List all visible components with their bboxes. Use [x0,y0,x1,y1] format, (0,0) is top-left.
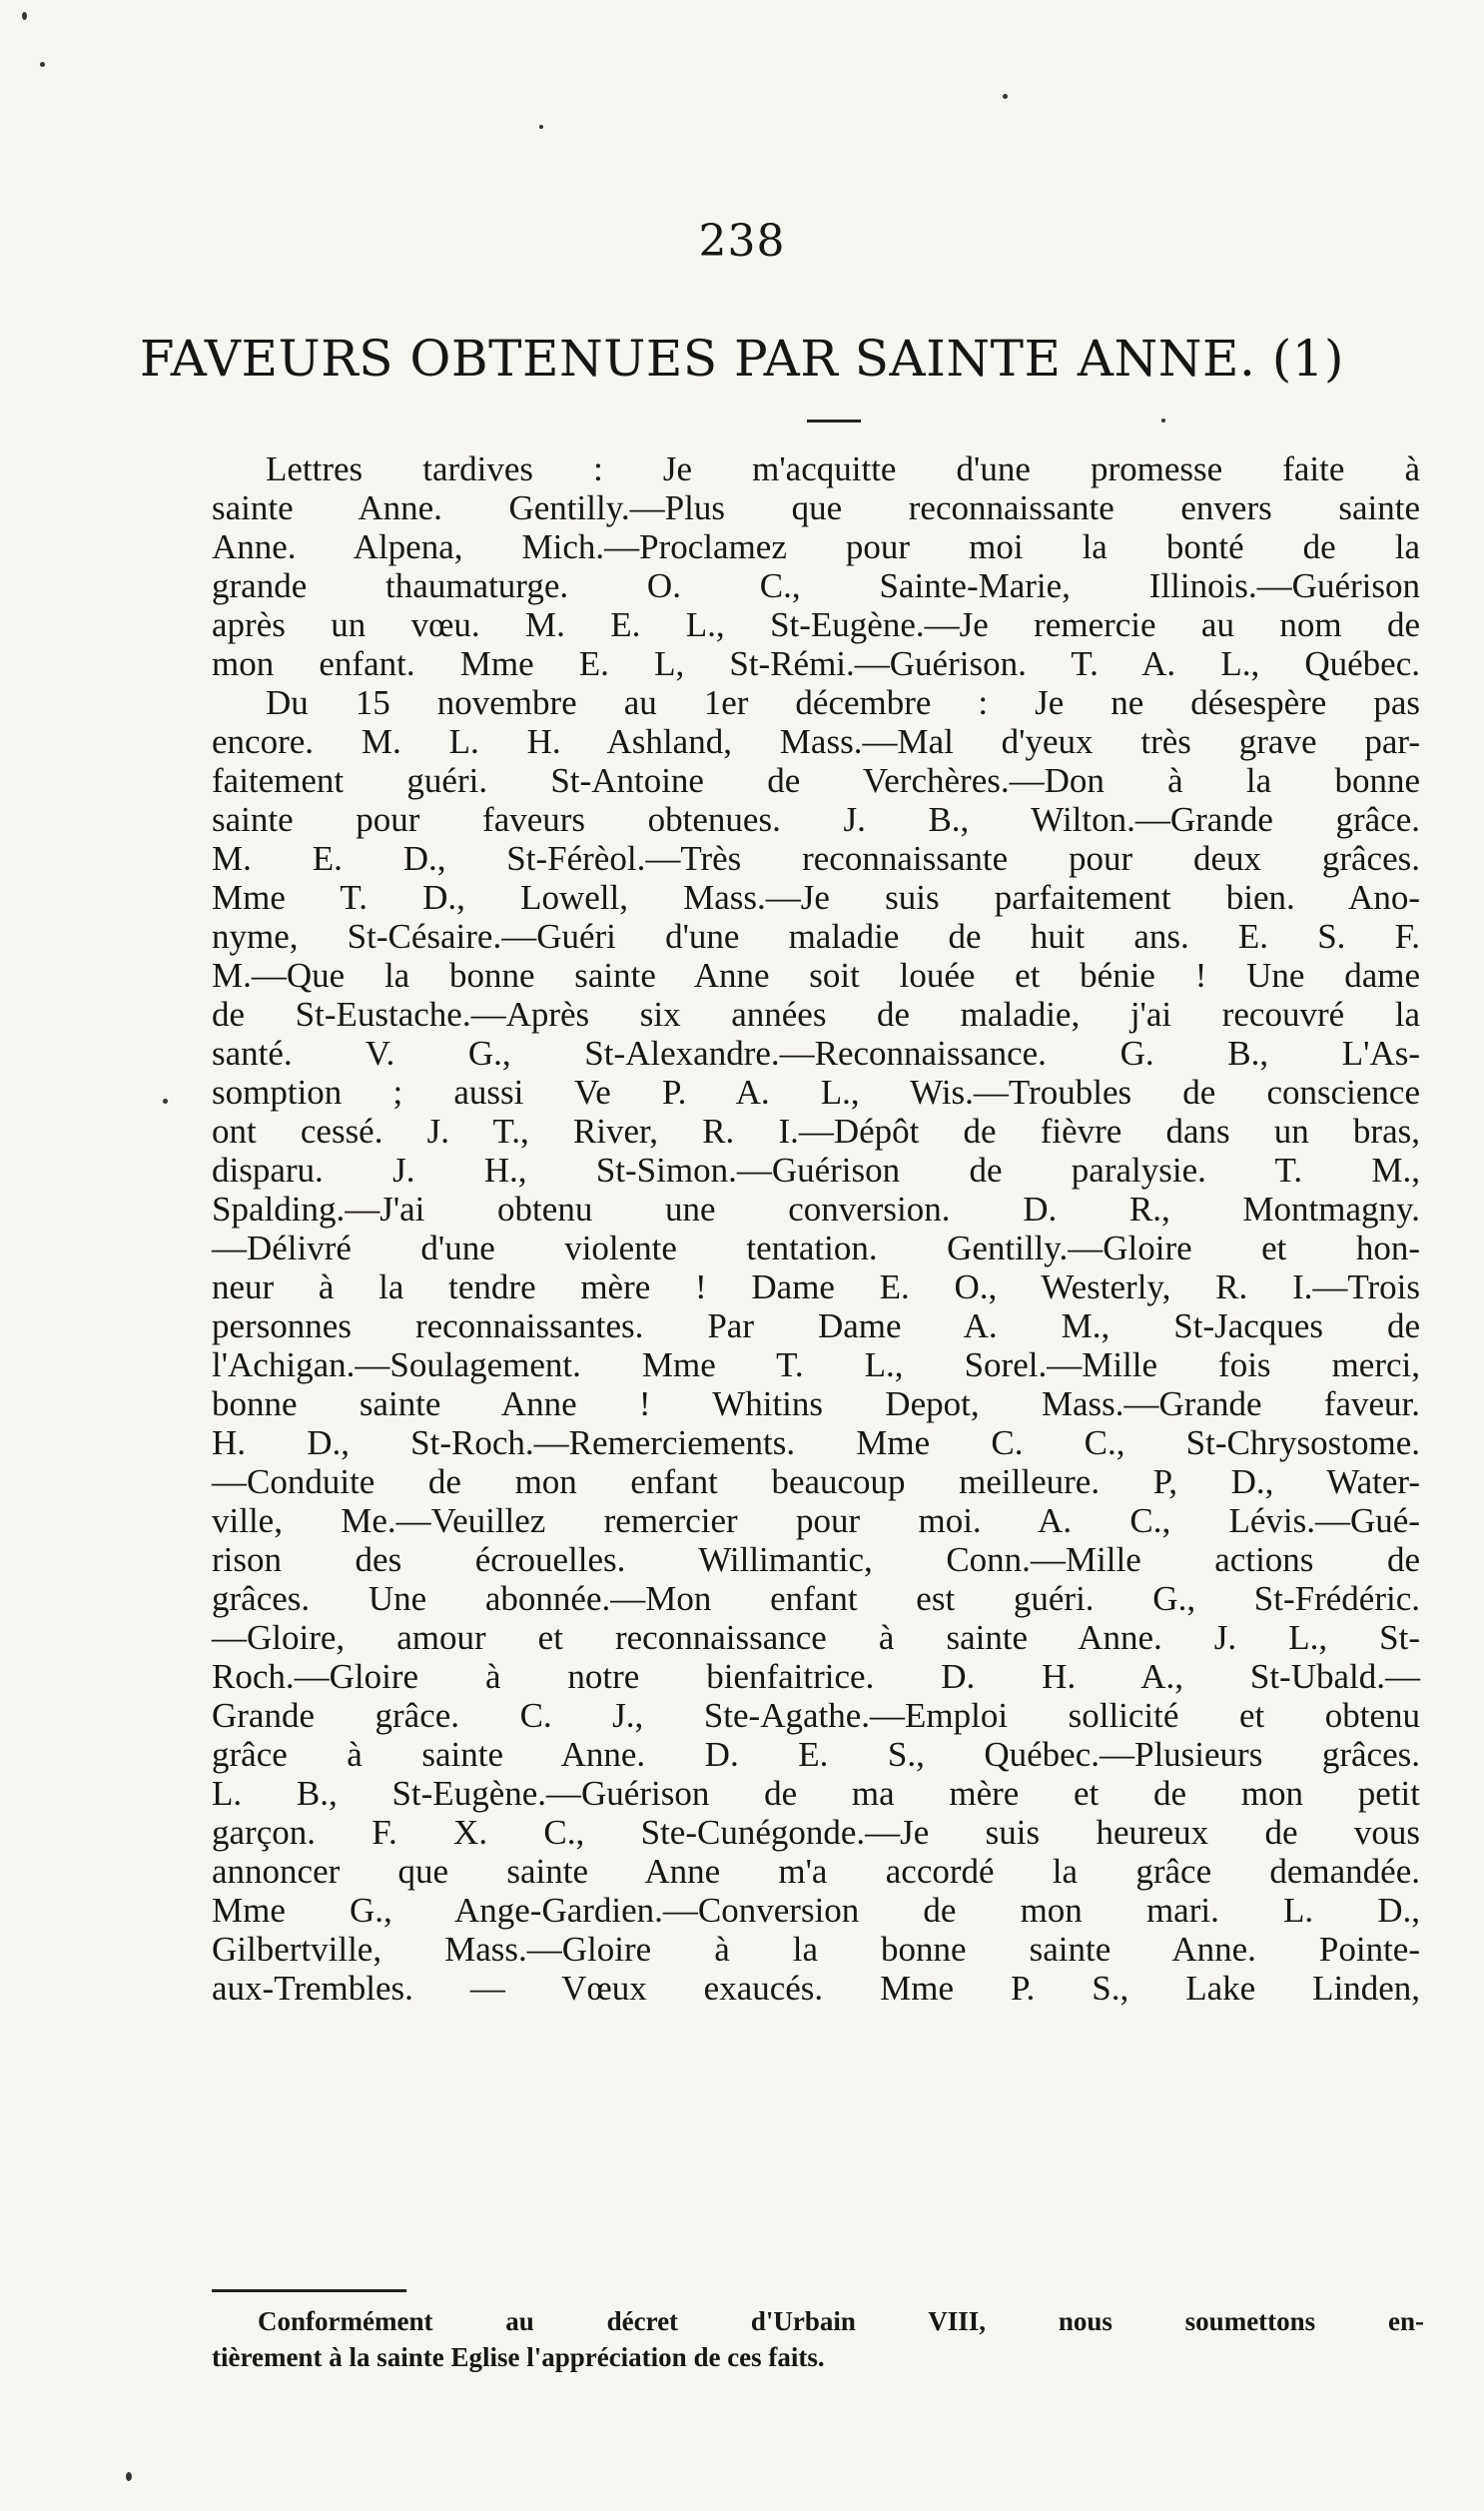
text-line: faitement guéri. St-Antoine de Verchères.—Don à la bonne [212,761,1420,800]
text-line: grâces. Une abonnée.—Mon enfant est guéri. G., St-Frédéric. [212,1579,1420,1618]
text-line: somption ; aussi Ve P. A. L., Wis.—Troubles de conscience [212,1073,1420,1112]
body-text [212,449,1420,2008]
text-line: disparu. J. H., St-Simon.—Guérison de paralysie. T. M., [212,1151,1420,1190]
footnote [212,2303,1424,2375]
text-line: M. E. D., St-Férèol.—Très reconnaissante pour deux grâces. [212,839,1420,878]
text-line: personnes reconnaissantes. Par Dame A. M., St-Jacques de [212,1306,1420,1345]
footnote-divider [212,2289,406,2292]
text-line: —Gloire, amour et reconnaissance à sainte Anne. J. L., St- [212,1618,1420,1657]
text-line: Mme T. D., Lowell, Mass.—Je suis parfaitement bien. Ano- [212,878,1420,917]
text-line: Spalding.—J'ai obtenu une conversion. D. R., Montmagny. [212,1190,1420,1229]
text-line: M.—Que la bonne sainte Anne soit louée et bénie ! Une dame [212,956,1420,995]
scan-speck [163,1099,168,1104]
text-line: Du 15 novembre au 1er décembre : Je ne désespère pas [266,683,1420,722]
text-line: ont cessé. J. T., River, R. I.—Dépôt de fièvre dans un bras, [212,1112,1420,1151]
page-title: FAVEURS OBTENUES PAR SAINTE ANNE. (1) [139,330,1345,388]
text-line: l'Achigan.—Soulagement. Mme T. L., Sorel.—Mille fois merci, [212,1345,1420,1384]
text-line: bonne sainte Anne ! Whitins Depot, Mass.—Grande faveur. [212,1384,1420,1423]
text-line: L. B., St-Eugène.—Guérison de ma mère et de mon petit [212,1774,1420,1813]
text-line: —Délivré d'une violente tentation. Gentilly.—Gloire et hon- [212,1229,1420,1267]
scan-speck [22,12,27,20]
text-line: de St-Eustache.—Après six années de maladie, j'ai recouvré la [212,995,1420,1034]
text-line: Gilbertville, Mass.—Gloire à la bonne sainte Anne. Pointe- [212,1930,1420,1969]
text-line: Anne. Alpena, Mich.—Proclamez pour moi la bonté de la [212,527,1420,566]
scan-speck [1003,94,1008,99]
scan-speck [126,2472,132,2481]
text-line: neur à la tendre mère ! Dame E. O., Westerly, R. I.—Trois [212,1267,1420,1306]
text-line: ville, Me.—Veuillez remercier pour moi. A. C., Lévis.—Gué- [212,1501,1420,1540]
text-line: nyme, St-Césaire.—Guéri d'une maladie de huit ans. E. S. F. [212,917,1420,956]
footnote-line: Conformément au décret d'Urbain VIII, nous soumettons en- [258,2306,1424,2336]
text-line: après un vœu. M. E. L., St-Eugène.—Je remercie au nom de [212,605,1420,644]
text-line: Lettres tardives : Je m'acquitte d'une promesse faite à [266,449,1420,488]
page-number: 238 [698,216,786,267]
text-line: santé. V. G., St-Alexandre.—Reconnaissance. G. B., L'As- [212,1034,1420,1073]
text-line: rison des écrouelles. Willimantic, Conn.—Mille actions de [212,1540,1420,1579]
scan-speck [1161,418,1165,422]
text-line: sainte Anne. Gentilly.—Plus que reconnaissante envers sainte [212,488,1420,527]
text-line: mon enfant. Mme E. L, St-Rémi.—Guérison. T. A. L., Québec. [212,644,1420,683]
footnote-line: tièrement à la sainte Eglise l'appréciation de ces faits. [212,2342,825,2372]
text-line: grâce à sainte Anne. D. E. S., Québec.—Plusieurs grâces. [212,1735,1420,1774]
title-rule [807,419,861,422]
text-line: —Conduite de mon enfant beaucoup meilleure. P, D., Water- [212,1462,1420,1501]
scan-speck [539,125,543,129]
text-line: garçon. F. X. C., Ste-Cunégonde.—Je suis heureux de vous [212,1813,1420,1852]
text-line: Grande grâce. C. J., Ste-Agathe.—Emploi sollicité et obtenu [212,1696,1420,1735]
text-line: aux-Trembles. — Vœux exaucés. Mme P. S., Lake Linden, [212,1969,1420,2008]
text-line: H. D., St-Roch.—Remerciements. Mme C. C., St-Chrysostome. [212,1423,1420,1462]
text-line: Mme G., Ange-Gardien.—Conversion de mon mari. L. D., [212,1891,1420,1930]
text-line: sainte pour faveurs obtenues. J. B., Wilton.—Grande grâce. [212,800,1420,839]
text-line: encore. M. L. H. Ashland, Mass.—Mal d'yeux très grave par- [212,722,1420,761]
text-line: Roch.—Gloire à notre bienfaitrice. D. H. A., St-Ubald.— [212,1657,1420,1696]
text-line: grande thaumaturge. O. C., Sainte-Marie, Illinois.—Guérison [212,566,1420,605]
text-line: annoncer que sainte Anne m'a accordé la grâce demandée. [212,1852,1420,1891]
scan-speck [40,62,45,67]
